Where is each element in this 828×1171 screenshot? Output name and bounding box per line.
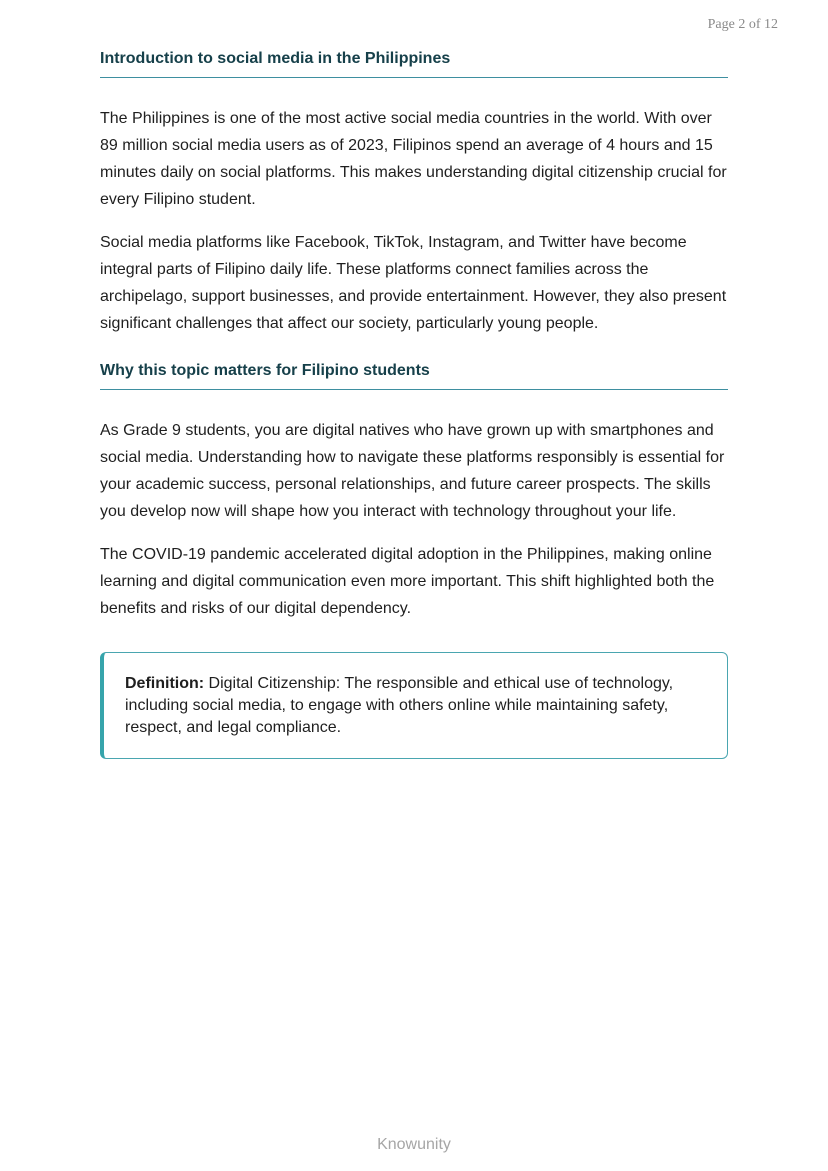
paragraph: The COVID-19 pandemic accelerated digital adoption in the Philippines, making online learning and digital communication even more important. This shift highlighted both the benefits and risks of our digital dependency.	[100, 546, 715, 617]
section-heading: Why this topic matters for Filipino students	[100, 362, 728, 390]
paragraph: Social media platforms like Facebook, TikTok, Instagram, and Twitter have become integral parts of Filipino daily life. These platforms connect families across the archipelago, support businesses, and provide entertainment. However, they also present significant challenges that affect our society, particularly young people.	[100, 234, 727, 332]
definition-text: Digital Citizenship: The responsible and ethical use of technology, including social media, to engage with others online while maintaining safety, respect, and legal compliance.	[125, 675, 674, 736]
paragraph: The Philippines is one of the most active social media countries in the world. With over 89 million social media users as of 2023, Filipinos spend an average of 4 hours and 15 minutes daily on social platforms. This makes understanding digital citizenship crucial for every Filipino student.	[100, 110, 727, 208]
page-number: Page 2 of 12	[707, 17, 778, 32]
section-why-topic-matters	[100, 362, 728, 622]
section-introduction	[100, 50, 728, 337]
definition-callout	[100, 652, 728, 759]
paragraph: As Grade 9 students, you are digital natives who have grown up with smartphones and social media. Understanding how to navigate these platforms responsibly is essential for your academic success, personal relationships, and future career prospects. The skills you develop now will shape how you interact with technology throughout your life.	[100, 422, 725, 520]
footer-brand: Knowunity	[377, 1136, 451, 1153]
definition-label: Definition:	[125, 675, 205, 692]
section-heading: Introduction to social media in the Philippines	[100, 50, 728, 78]
document-content	[100, 50, 728, 759]
